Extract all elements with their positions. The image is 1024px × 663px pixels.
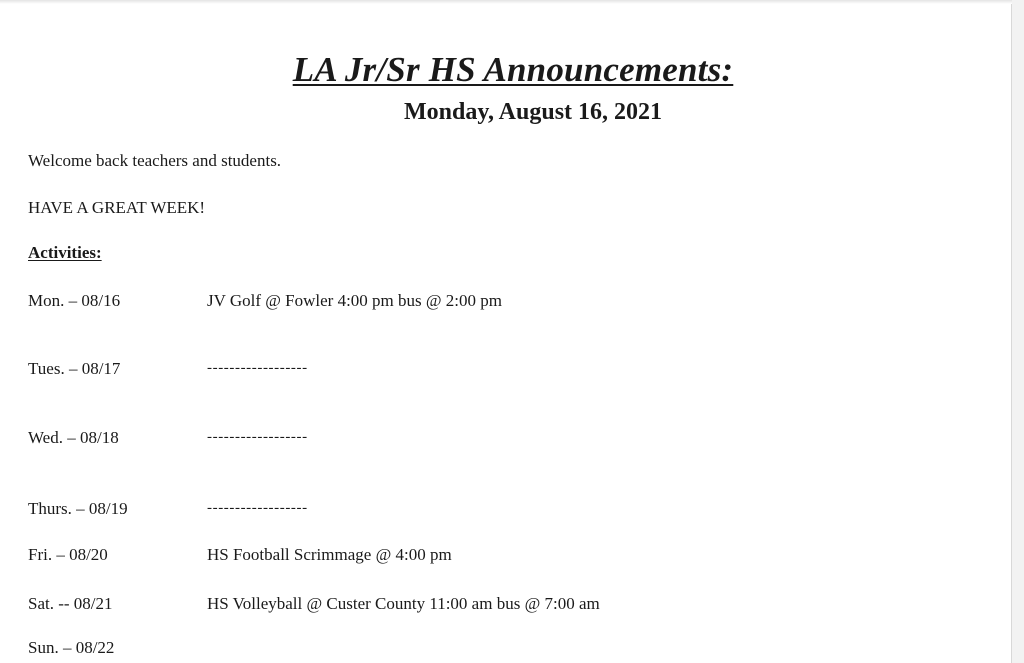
activity-day: Fri. – 08/20 xyxy=(28,545,108,564)
activity-event: HS Volleyball @ Custer County 11:00 am bus @ 7:00 am xyxy=(207,594,600,613)
activity-row-sat xyxy=(0,594,1012,618)
activity-event-empty: ------------------ xyxy=(207,360,308,376)
page-title: LA Jr/Sr HS Announcements: xyxy=(292,50,734,89)
activity-day: Sat. -- 08/21 xyxy=(28,594,113,613)
activity-day: Thurs. – 08/19 xyxy=(28,499,128,518)
activity-day: Wed. – 08/18 xyxy=(28,428,119,447)
activity-event-empty: ------------------ xyxy=(207,500,308,516)
scan-edge xyxy=(0,0,1012,4)
activity-event: HS Football Scrimmage @ 4:00 pm xyxy=(207,545,452,564)
activity-row-wed xyxy=(0,428,1012,452)
activity-event-empty: ------------------ xyxy=(207,429,308,445)
activity-row-sun xyxy=(0,638,1012,662)
activity-day: Tues. – 08/17 xyxy=(28,359,121,378)
welcome-text: Welcome back teachers and students. xyxy=(28,151,282,170)
activity-day: Mon. – 08/16 xyxy=(28,291,121,310)
great-week-text: HAVE A GREAT WEEK! xyxy=(28,198,206,217)
activity-day: Sun. – 08/22 xyxy=(28,638,115,657)
activity-event: JV Golf @ Fowler 4:00 pm bus @ 2:00 pm xyxy=(207,291,502,310)
activity-row-thu xyxy=(0,499,1012,523)
activity-row-fri xyxy=(0,545,1012,569)
activity-row-tue xyxy=(0,359,1012,383)
activities-heading: Activities: xyxy=(28,243,102,262)
activity-row-mon xyxy=(0,291,1012,315)
page-date: Monday, August 16, 2021 xyxy=(403,99,663,125)
